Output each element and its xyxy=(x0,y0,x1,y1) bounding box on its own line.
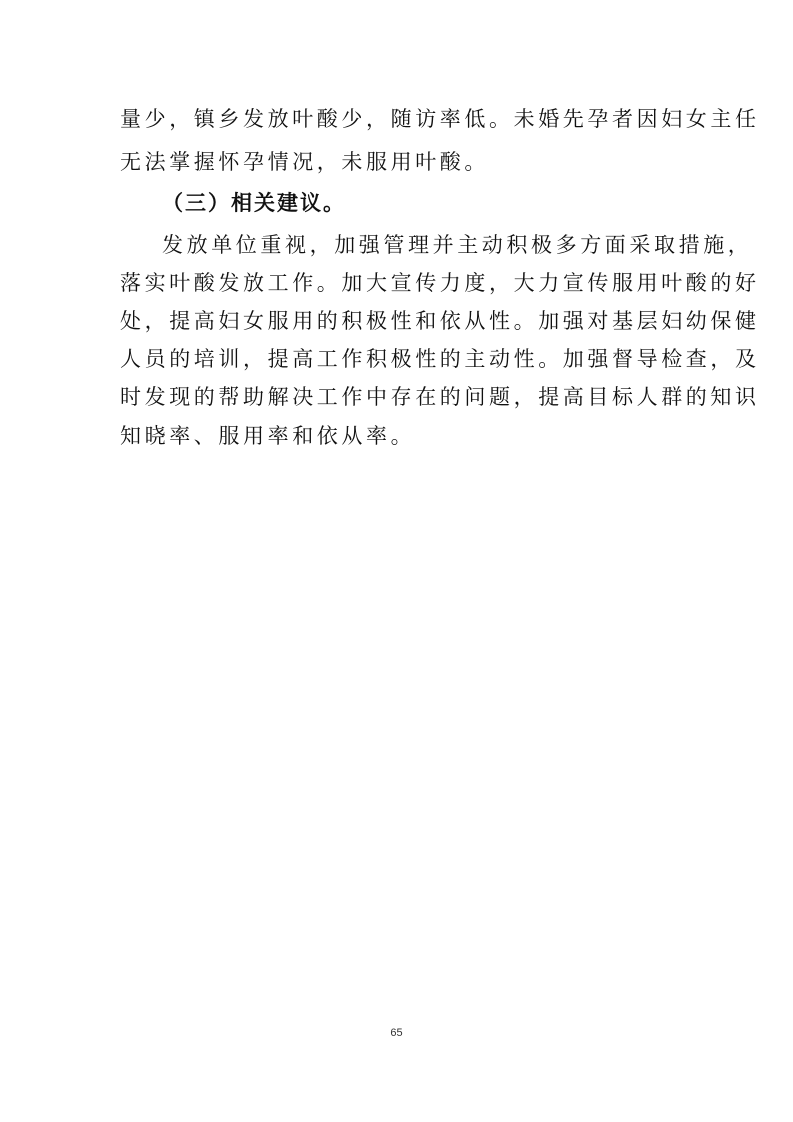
paragraph-line: 落实叶酸发放工作。加大宣传力度，大力宣传服用叶酸的好 xyxy=(120,271,760,295)
paragraph-line: 时发现的帮助解决工作中存在的问题，提高目标人群的知识 xyxy=(120,385,760,409)
page-number: 65 xyxy=(390,1027,403,1039)
section-heading: （三）相关建议。 xyxy=(162,191,346,215)
paragraph-line: 发放单位重视，加强管理并主动积极多方面采取措施， xyxy=(162,233,753,257)
paragraph-line: 处，提高妇女服用的积极性和依从性。加强对基层妇幼保健 xyxy=(120,309,760,333)
paragraph-line: 量少，镇乡发放叶酸少，随访率低。未婚先孕者因妇女主任 xyxy=(120,107,760,131)
paragraph-line: 无法掌握怀孕情况，未服用叶酸。 xyxy=(120,150,489,174)
paragraph-line: 知晓率、服用率和依从率。 xyxy=(120,424,416,448)
paragraph-line: 人员的培训，提高工作积极性的主动性。加强督导检查，及 xyxy=(120,347,760,371)
